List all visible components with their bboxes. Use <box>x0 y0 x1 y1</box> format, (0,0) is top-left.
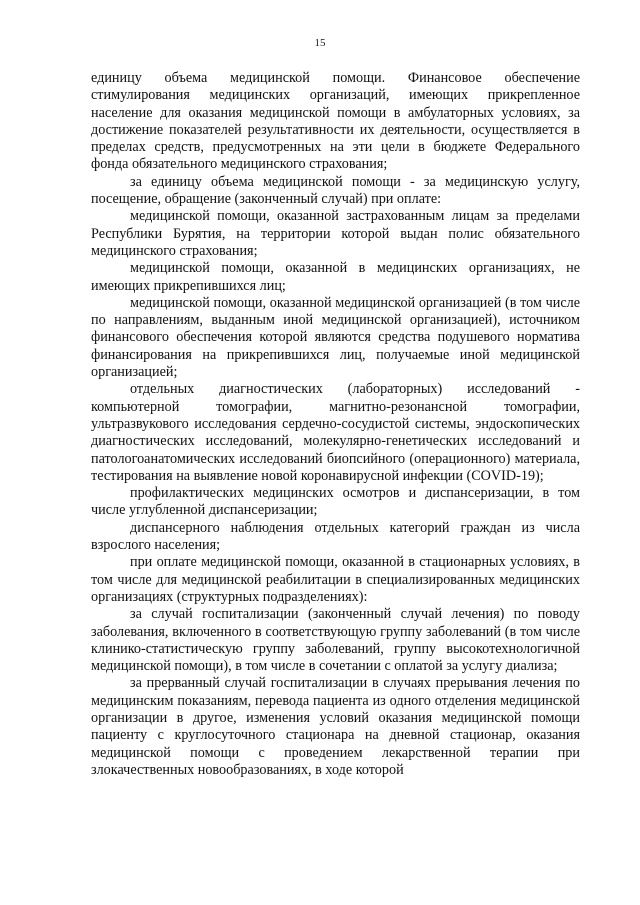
paragraph: за прерванный случай госпитализации в случаях прерывания лечения по медицинским показаниям, перевода пациента из одного отделения медицинской организации в другое, изменения условий оказания медицинской помощи пациенту с круглосуточного стационара на дневной стационар, оказания медицинской помощи с проведением лекарственной терапии при злокачественных новообразованиях, в ходе которой <box>91 675 580 778</box>
paragraph: медицинской помощи, оказанной застрахованным лицам за пределами Республики Бурятия, на территории которой выдан полис обязательного медицинского страхования; <box>91 208 580 259</box>
page-number: 15 <box>314 37 326 49</box>
document-body <box>91 70 580 779</box>
paragraph: диспансерного наблюдения отдельных категорий граждан из числа взрослого населения; <box>91 519 580 554</box>
paragraph: отдельных диагностических (лабораторных) исследований - компьютерной томографии, магнитно-резонансной томографии, ультразвукового исследования сердечно-сосудистой системы, эндоскопических диагностических исследований, молекулярно-генетических исследований и патологоанатомических исследований биопсийного (операционного) материала, тестирования на выявление новой коронавирусной инфекции (COVID-19); <box>91 381 580 484</box>
paragraph: за случай госпитализации (законченный случай лечения) по поводу заболевания, включенного в соответствующую группу заболеваний (в том числе клинико-статистическую группу заболеваний, группу высокотехнологичной медицинской помощи), в том числе в сочетании с оплатой за услугу диализа; <box>91 606 580 675</box>
paragraph: профилактических медицинских осмотров и диспансеризации, в том числе углубленной диспансеризации; <box>91 485 580 519</box>
paragraph: медицинской помощи, оказанной медицинской организацией (в том числе по направлениям, выданным иной медицинской организацией), источником финансового обеспечения которой являются средства подушевого норматива финансирования на прикрепившихся лиц, получаемые иной медицинской организацией; <box>91 294 580 381</box>
paragraph-continuation: единицу объема медицинской помощи. Финансовое обеспечение стимулирования медицинских организаций, имеющих прикрепленное население для оказания медицинской помощи в амбулаторных условиях, за достижение показателей результативности их деятельности, осуществляется в пределах средств, предусмотренных на эти цели в бюджете Федерального фонда обязательного медицинского страхования; <box>91 70 580 173</box>
paragraph: за единицу объема медицинской помощи - за медицинскую услугу, посещение, обращение (законченный случай) при оплате: <box>91 173 580 208</box>
paragraph: при оплате медицинской помощи, оказанной в стационарных условиях, в том числе для медицинской реабилитации в специализированных медицинских организациях (структурных подразделениях): <box>91 554 580 605</box>
paragraph: медицинской помощи, оказанной в медицинских организациях, не имеющих прикрепившихся лиц; <box>91 260 580 294</box>
